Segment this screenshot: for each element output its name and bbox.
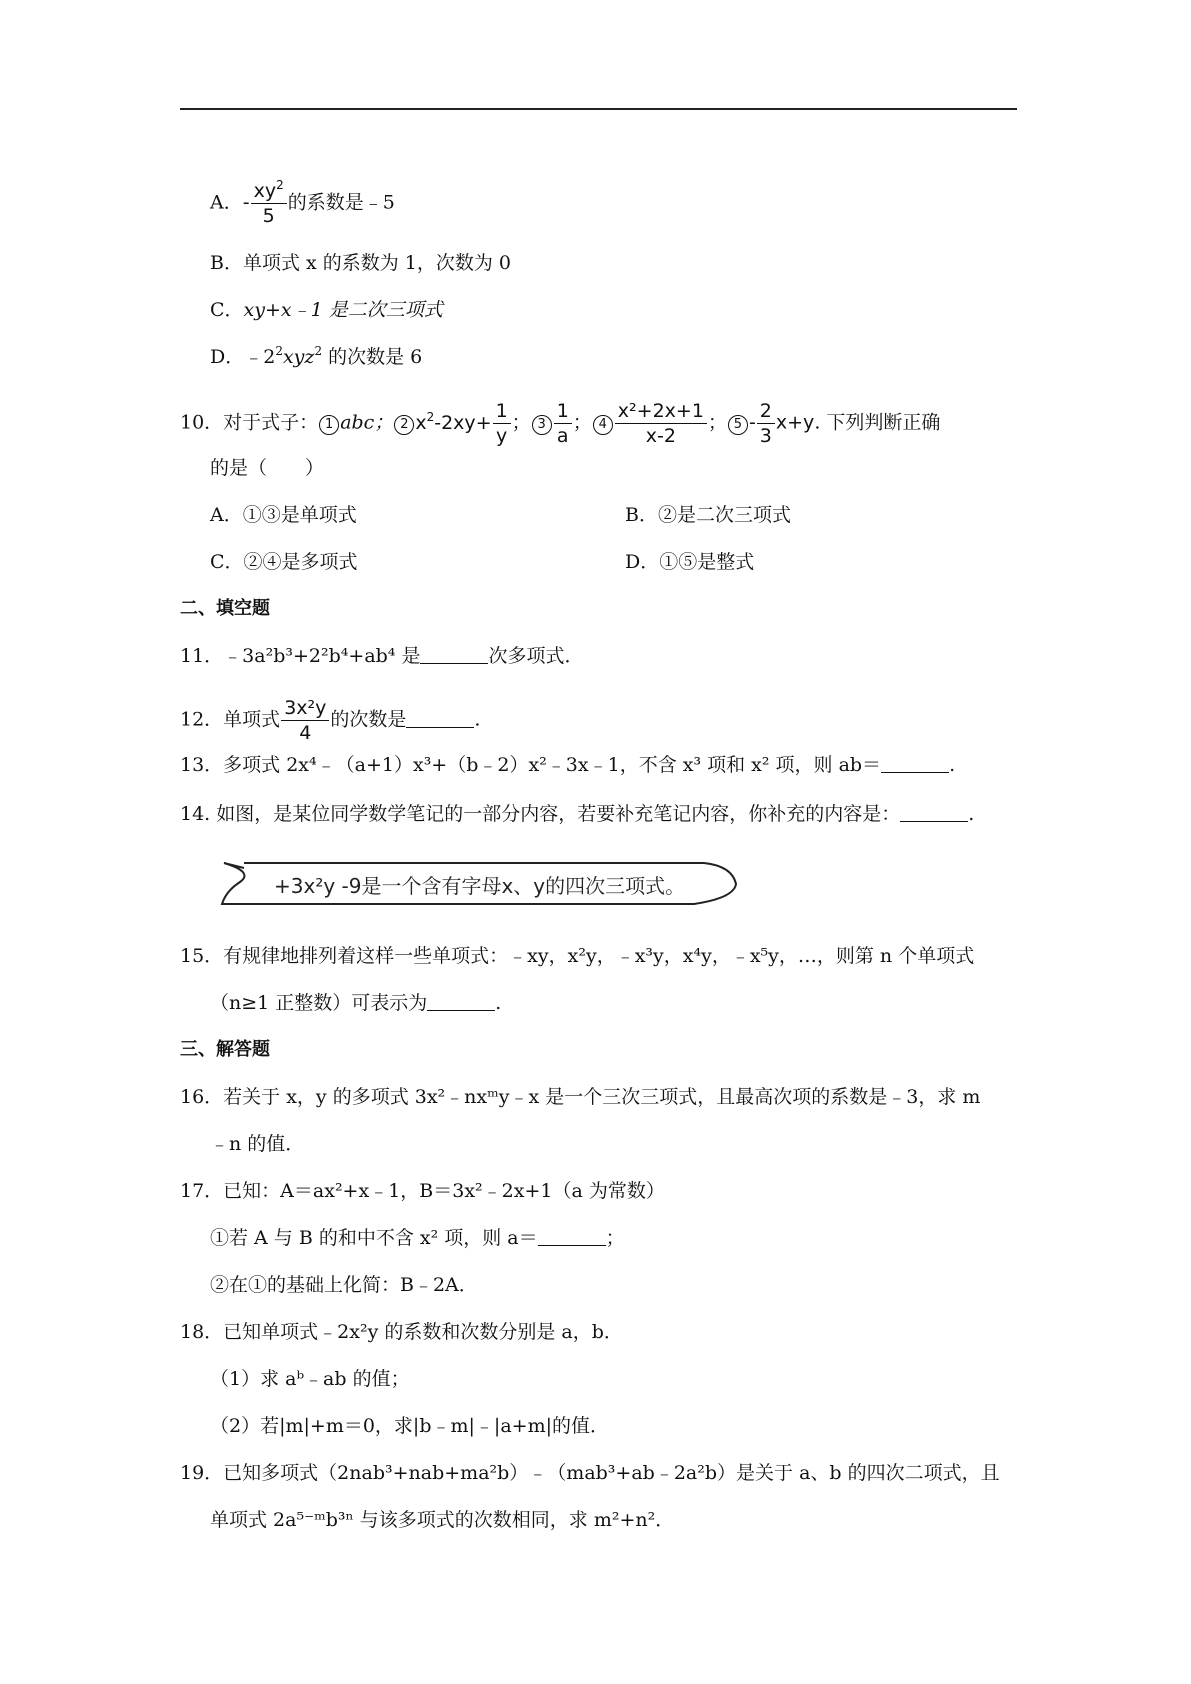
q9-fraction: $\frac{xy^2}{5}$	[251, 180, 287, 227]
q14-note-image	[214, 858, 744, 908]
q12-answer-blank[interactable]	[406, 709, 474, 728]
q10-stem-line2: 的是（ ）	[210, 457, 325, 479]
q15-line1: 15．有规律地排列着这样一些单项式：﹣xy，x²y，﹣x³y，x⁴y，﹣x⁵y，…，则第 n 个单项式	[180, 945, 975, 967]
q18-sub1: （1）求 aᵇ﹣ab 的值；	[210, 1368, 410, 1390]
q11-answer-blank[interactable]	[420, 645, 488, 664]
note-text: +3x²y -9是一个含有字母x、y的四次三项式。	[274, 874, 686, 898]
q9-option-a: A．- $\frac{xy^2}{5}$ 的系数是﹣5	[210, 178, 395, 227]
q17-sub2: ②在①的基础上化简：B﹣2A．	[210, 1274, 478, 1296]
q16-line2: ﹣n 的值．	[210, 1133, 305, 1155]
section-answer-heading: 三、解答题	[180, 1039, 270, 1060]
q19-line1: 19．已知多项式（2nab³+nab+ma²b）﹣（mab³+ab﹣2a²b）是关于 a、b 的四次二项式，且	[180, 1462, 1000, 1484]
q9-option-c: C．xy+x﹣1 是二次三项式	[210, 299, 443, 321]
q18-sub2: （2）若|m|+m＝0，求|b﹣m|﹣|a+m|的值．	[210, 1415, 609, 1437]
q19-line2: 单项式 2a⁵⁻ᵐb³ⁿ 与该多项式的次数相同，求 m²+n²．	[210, 1509, 675, 1531]
q10-option-a: A．①③是单项式	[210, 504, 357, 526]
q9-option-d: D．$﹣2^2xyz^2$ 的次数是 6	[210, 344, 423, 368]
q17-line1: 17．已知：A＝ax²+x﹣1，B＝3x²﹣2x+1（a 为常数）	[180, 1180, 665, 1202]
q16-line1: 16．若关于 x，y 的多项式 3x²﹣nxᵐy﹣x 是一个三次三项式，且最高次项的系数是﹣3，求 m	[180, 1086, 981, 1108]
q12: 12．单项式 $\frac{\text{3x²y}}{4}$ 的次数是 .	[180, 697, 481, 744]
q13-answer-blank[interactable]	[881, 754, 949, 773]
q15-answer-blank[interactable]	[427, 992, 495, 1011]
q10-stem: 10．对于式子： 1 abc； 2 $x^2-2xy+$ $\frac{1}{y}$ ； 3 $\frac{1}{a}$ ； 4 $\frac{\text{x²+2x+1}}{x-2}$ ； 5 - $\frac{2}{3}$ x+y. 下列判断正确	[180, 400, 941, 447]
q17-answer-blank[interactable]	[538, 1227, 606, 1246]
q17-sub1: ①若 A 与 B 的和中不含 x² 项，则 a＝ ；	[210, 1227, 625, 1249]
section-fill-blank-heading: 二、填空题	[180, 598, 270, 619]
q18-line1: 18．已知单项式﹣2x²y 的系数和次数分别是 a，b．	[180, 1321, 623, 1343]
q13: 13．多项式 2x⁴﹣（a+1）x³+（b﹣2）x²﹣3x﹣1，不含 x³ 项和 x² 项，则 ab＝ .	[180, 754, 956, 776]
q9-option-b: B．单项式 x 的系数为 1，次数为 0	[210, 252, 512, 274]
q10-option-d: D．①⑤是整式	[625, 551, 755, 573]
q11: 11．﹣3a²b³+2²b⁴+ab⁴ 是 次多项式．	[180, 645, 584, 667]
q10-option-c: C．②④是多项式	[210, 551, 358, 573]
q12-fraction: $\frac{\text{3x²y}}{4}$	[281, 697, 329, 744]
header-rule	[180, 108, 1017, 110]
q15-line2: （n≥1 正整数）可表示为 .	[210, 992, 502, 1014]
q14: 14. 如图，是某位同学数学笔记的一部分内容，若要补充笔记内容，你补充的内容是： .	[180, 803, 975, 825]
q10-option-b: B．②是二次三项式	[625, 504, 791, 526]
q14-answer-blank[interactable]	[900, 803, 968, 822]
